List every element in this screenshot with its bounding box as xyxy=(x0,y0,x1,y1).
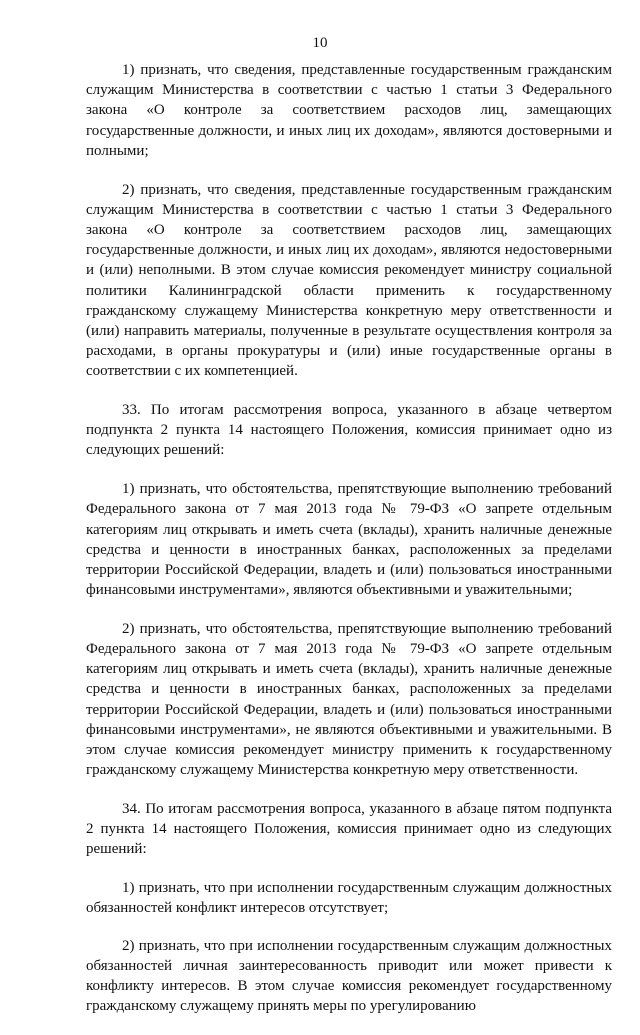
paragraph-32-1: 1) признать, что сведения, представленные государственным гражданским служащим Министерства в соответствии с частью 1 статьи 3 Федерального закона «О контроле за соответствием расходов лиц, замещающих государственные должности, и иных лиц их доходам», являются достоверными и полными; xyxy=(86,62,612,159)
paragraph-34-1: 1) признать, что при исполнении государственным служащим должностных обязанностей конфликт интересов отсутствует; xyxy=(86,880,612,917)
paragraph-33-2: 2) признать, что обстоятельства, препятствующие выполнению требований Федерального закона от 7 мая 2013 года № 79-ФЗ «О запрете отдельным категориям лиц открывать и иметь счета (вклады), хранить наличные денежные средства и ценности в иностранных банках, расположенных за пределами территории Российской Федерации, владеть и (или) пользоваться иностранными финансовыми инструментами», не являются объективными и уважительными. В этом случае комиссия рекомендует министру применить к государственному гражданскому служащему Министерства конкретную меру ответственности. xyxy=(86,620,612,779)
paragraph-32-2: 2) признать, что сведения, представленные государственным гражданским служащим Министерства в соответствии с частью 1 статьи 3 Федерального закона «О контроле за соответствием расходов лиц, замещающих государственные должности, и иных лиц их доходам», являются недостоверными и (или) неполными. В этом случае комиссия рекомендует министру социальной политики Калининградской области применить к государственному гражданскому служащему Министерства конкретную меру ответственности и (или) направить материалы, полученные в результате осуществления контроля за расходами, в органы прокуратуры и (или) иные государственные органы в соответствии с их компетенцией. xyxy=(86,181,612,380)
paragraph-34-2: 2) признать, что при исполнении государственным служащим должностных обязанностей личная заинтересованность приводит или может привести к конфликту интересов. В этом случае комиссия рекомендует государственному гражданскому служащему принять меры по урегулированию xyxy=(86,937,612,1015)
paragraph-34: 34. По итогам рассмотрения вопроса, указанного в абзаце пятом подпункта 2 пункта 14 настоящего Положения, комиссия принимает одно из следующих решений: xyxy=(86,801,612,858)
page-number: 10 xyxy=(312,35,328,51)
paragraph-33: 33. По итогам рассмотрения вопроса, указанного в абзаце четвертом подпункта 2 пункта 14 настоящего Положения, комиссия принимает одно из следующих решений: xyxy=(86,402,612,459)
paragraph-33-1: 1) признать, что обстоятельства, препятствующие выполнению требований Федерального закона от 7 мая 2013 года № 79-ФЗ «О запрете отдельным категориям лиц открывать и иметь счета (вклады), хранить наличные денежные средства и ценности в иностранных банках, расположенных за пределами территории Российской Федерации, владеть и (или) пользоваться иностранными финансовыми инструментами», являются объективными и уважительными; xyxy=(86,481,612,599)
document-body xyxy=(86,60,612,1035)
